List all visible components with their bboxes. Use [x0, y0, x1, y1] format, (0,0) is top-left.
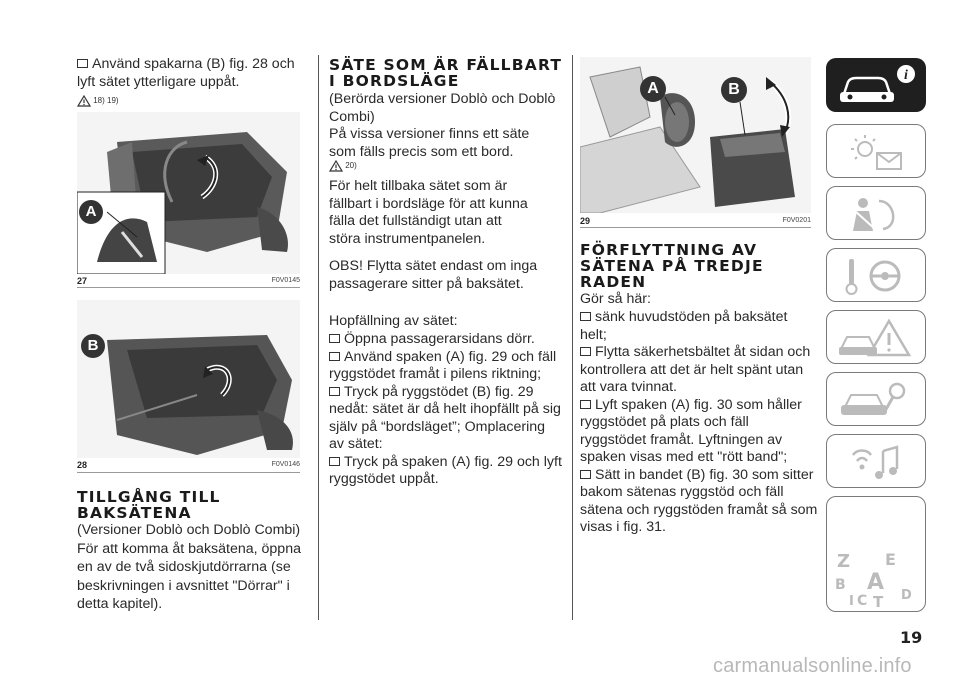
checkbox-icon: [329, 457, 340, 466]
paragraph: Hopfällning av sätet:: [329, 313, 458, 329]
checkbox-icon: [580, 470, 591, 479]
page-number: 19: [900, 628, 923, 647]
svg-text:Z: Z: [837, 551, 851, 572]
tab-maintenance[interactable]: [826, 372, 926, 426]
figure-number: 27: [77, 276, 88, 286]
figure-29: [580, 57, 811, 228]
column-divider: [318, 55, 319, 620]
paragraph: För att komma åt baksätena, öppna en av de två sidoskjutdörrarna (se: [77, 541, 301, 575]
callout-a: A: [79, 200, 103, 224]
figure-code: F0V0145: [271, 277, 300, 284]
section-heading: TILLGÅNG TILL BAKSÄTENA: [77, 488, 221, 522]
svg-text:T: T: [873, 593, 884, 611]
figure-28: [77, 300, 300, 473]
checkbox-icon: [329, 334, 340, 343]
list-item: Tryck på spaken (A) fig. 29 och lyft ryggstödet uppåt.: [329, 453, 562, 487]
list-item: Lyft spaken (A) fig. 30 som håller ryggstödet på plats och fäll ryggstödet framåt. Lyftningen av spaken visas med ett "rött band";: [580, 396, 802, 465]
car-info-icon: [826, 58, 926, 112]
safety-airbag-icon: [827, 187, 927, 241]
section-heading: FÖRFLYTTNING AV SÄTENA PÅ TREDJE RADEN: [580, 241, 764, 291]
rear-seat-lever-illustration: [77, 112, 300, 274]
warning-triangle-icon: [329, 160, 343, 172]
steering-wheel-key-icon: [827, 249, 927, 303]
tab-safety[interactable]: [826, 186, 926, 240]
paragraph: För helt tillbaka sätet som är fällbart i bordsläge för att kunna fälla det fullständigt utan att störa instrumentpanelen.: [329, 178, 528, 247]
list-item: Öppna passagerarsidans dörr.: [329, 331, 563, 349]
svg-text:D: D: [901, 588, 912, 603]
warning-refs: 20): [329, 160, 357, 172]
bullet-list: [329, 331, 563, 489]
callout-b: B: [81, 334, 105, 358]
maintenance-icon: [827, 373, 927, 427]
checkbox-icon: [580, 347, 591, 356]
warning-refs: 18) 19): [77, 95, 119, 107]
paragraph: På vissa versioner finns ett säte som fälls precis som ett bord.: [329, 126, 530, 160]
callout-a: A: [640, 76, 666, 102]
svg-text:A: A: [867, 570, 885, 595]
checkbox-icon: [329, 387, 340, 396]
tab-starting-driving[interactable]: [826, 248, 926, 302]
list-item: Sätt in bandet (B) fig. 30 som sitter bakom sätenas ryggstöd och fäll sätena och ryggstöden framåt så som visas i fig. 31.: [580, 466, 818, 535]
multimedia-icon: [827, 435, 927, 489]
index-icon: [827, 497, 927, 613]
versions-note: (Versioner Doblò och Doblò Combi): [77, 522, 301, 538]
tab-warning-lights[interactable]: [826, 124, 926, 178]
svg-text:I: I: [849, 594, 854, 609]
list-item: sänk huvudstöden på baksätet helt;: [580, 309, 788, 343]
warning-lights-icon: [827, 125, 927, 179]
column-divider: [572, 55, 573, 620]
tab-emergency[interactable]: [826, 310, 926, 364]
bullet-list: [580, 309, 818, 537]
callout-b: B: [721, 77, 747, 103]
tab-multimedia[interactable]: [826, 434, 926, 488]
section-heading: SÄTE SOM ÄR FÄLLBART I BORDSLÄGE: [329, 56, 563, 90]
note-paragraph: OBS! Flytta sätet endast om inga passagerare sitter på baksätet.: [329, 258, 538, 292]
checkbox-icon: [77, 59, 88, 68]
svg-text:E: E: [885, 550, 896, 569]
list-item: Tryck på ryggstödet (B) fig. 29 nedåt: sätet är då helt ihopfällt på sig själv på “bordsläget”; Omplacering av sätet:: [329, 383, 561, 452]
warning-triangle-icon: [77, 95, 91, 107]
watermark: carmanualsonline.info: [713, 655, 912, 677]
rear-seat-fold-illustration: [77, 300, 300, 458]
svg-text:C: C: [857, 593, 868, 609]
figure-code: F0V0201: [782, 217, 811, 224]
paragraph: beskrivningen i avsnittet "Dörrar" i detta kapitel).: [77, 578, 290, 612]
checkbox-icon: [580, 400, 591, 409]
table-seat-illustration: [580, 57, 811, 213]
intro-bullet: Använd spakarna (B) fig. 28 och lyft sätet ytterligare uppåt.: [77, 56, 295, 90]
list-item: Flytta säkerhetsbältet åt sidan och kontrollera att det är helt spänt utan att vara tvinnat.: [580, 344, 811, 395]
checkbox-icon: [329, 352, 340, 361]
figure-number: 29: [580, 216, 591, 226]
list-item: Använd spaken (A) fig. 29 och fäll ryggstödet framåt i pilens riktning;: [329, 348, 557, 382]
tab-car-info[interactable]: [826, 58, 926, 112]
svg-text:B: B: [835, 577, 846, 593]
emergency-icon: [827, 311, 927, 365]
tab-index[interactable]: [826, 496, 926, 612]
figure-27: [77, 112, 300, 288]
figure-number: 28: [77, 460, 88, 470]
figure-code: F0V0146: [271, 461, 300, 468]
intro-text: Gör så här:: [580, 291, 651, 307]
checkbox-icon: [580, 312, 591, 321]
svg-text:i: i: [904, 68, 908, 83]
versions-note: (Berörda versioner Doblò och Doblò Combi): [329, 91, 556, 125]
